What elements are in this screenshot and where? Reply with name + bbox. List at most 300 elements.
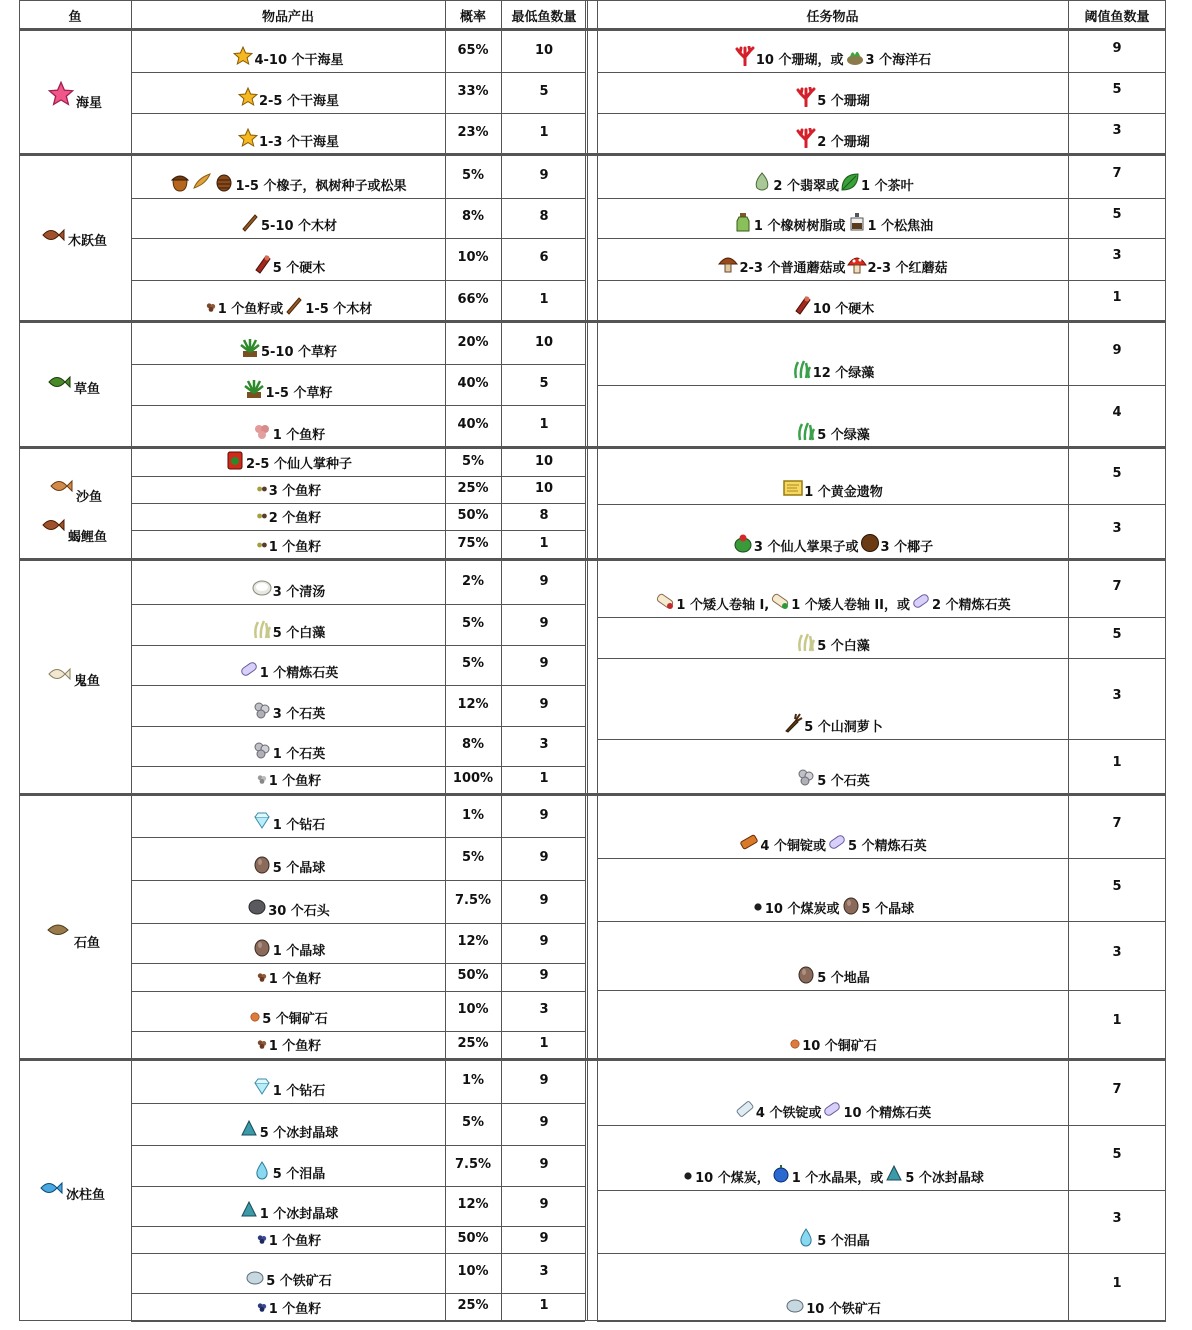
quest-text: 3 个椰子 [880, 540, 934, 555]
chance-value: 8% [461, 209, 485, 224]
output-cell [131, 604, 445, 641]
hardwood-icon [252, 254, 272, 274]
chance-value: 75% [457, 535, 489, 551]
output-text: 5 个晶球 [272, 861, 326, 876]
quartz-icon [252, 740, 272, 760]
chance-value: 5% [461, 1115, 485, 1130]
output-cell [131, 405, 445, 443]
threshold-value: 5 [1112, 465, 1122, 481]
chance-value: 25% [457, 1298, 489, 1313]
output-cell [131, 280, 445, 317]
h-line [597, 793, 1166, 794]
quest-text: 3 个海洋石 [865, 53, 932, 68]
header-output: 物品产出 [261, 10, 314, 25]
quest-text: 5 个冰封晶球 [905, 1171, 984, 1186]
chance-value: 10% [457, 1264, 489, 1279]
min-fish-value: 10 [534, 42, 554, 58]
roe-icon [256, 1233, 268, 1245]
green-algae-icon [792, 359, 812, 379]
output-text: 5-10 个草籽 [260, 345, 338, 360]
threshold-value: 3 [1112, 687, 1122, 703]
min-fish-value: 3 [539, 1264, 549, 1279]
v-line [587, 0, 588, 1321]
iron-ore-icon [245, 1267, 265, 1287]
min-fish-value: 9 [539, 1156, 549, 1172]
quest-text: 2 个精炼石英 [932, 598, 1011, 613]
quest-cell [597, 323, 1068, 381]
frozen-geode-icon [239, 1200, 259, 1220]
output-text: 1 个鱼籽 [268, 774, 322, 789]
min-fish-value: 1 [539, 291, 549, 307]
output-cell [131, 562, 445, 600]
output-cell [131, 530, 445, 555]
fish-name: 鬼鱼 [74, 674, 101, 689]
fish-woodskip [39, 222, 107, 250]
cactus-fruit-icon [733, 533, 753, 553]
min-fish-value: 9 [539, 574, 549, 589]
output-text: 3 个石英 [272, 707, 326, 722]
h-line [597, 1058, 1166, 1059]
min-fish-value: 8 [539, 507, 549, 523]
chance-value: 10% [457, 1002, 489, 1017]
output-cell [131, 1103, 445, 1141]
chance-value: 50% [457, 968, 489, 983]
green-algae-icon [796, 421, 816, 441]
threshold-value: 7 [1112, 166, 1122, 181]
output-text: 5 个硬木 [272, 261, 326, 276]
h-line [131, 559, 585, 560]
quest-cell [597, 31, 1068, 68]
roe-icon [256, 483, 268, 495]
output-text: 5 个冰封晶球 [259, 1126, 339, 1141]
threshold-value: 5 [1112, 878, 1122, 894]
output-text: 1 个精炼石英 [259, 666, 339, 681]
quest-text: 5 个石英 [817, 774, 870, 789]
output-cell [131, 31, 445, 68]
quest-text: 10 个煤炭， [695, 1171, 770, 1186]
output-text: 1-5 个橡子，枫树种子或松果 [235, 179, 407, 194]
chance-value: 5% [461, 656, 485, 671]
min-fish-value: 1 [539, 1035, 549, 1051]
output-text: 1 个钻石 [272, 1084, 326, 1099]
fish-name: 蝎鲤鱼 [68, 530, 108, 545]
refined-quartz-icon [911, 591, 931, 611]
output-text: 5 个白藻 [272, 626, 326, 641]
output-cell [131, 645, 445, 681]
quest-text: 5 个精炼石英 [848, 839, 927, 854]
quest-text: 5 个泪晶 [817, 1234, 870, 1249]
roe-icon [256, 510, 268, 522]
roe-icon [205, 301, 217, 313]
min-fish-value: 5 [539, 375, 549, 391]
output-text: 1 个石英 [272, 747, 326, 762]
min-fish-value: 9 [539, 849, 549, 865]
star-icon [238, 87, 258, 107]
chance-value: 2% [461, 574, 485, 589]
chance-value: 5% [461, 849, 485, 865]
quest-cell [597, 280, 1068, 317]
min-fish-value: 10 [534, 334, 554, 350]
grassfish-icon [46, 369, 72, 395]
iron-bar-icon [735, 1099, 755, 1119]
fish-ice-pip [37, 1175, 105, 1203]
quest-cell [597, 1125, 1068, 1186]
sea-stone-icon [845, 46, 865, 66]
quest-cell [597, 921, 1068, 986]
output-cell [131, 1031, 445, 1054]
chance-value: 20% [457, 334, 489, 350]
threshold-value: 5 [1112, 626, 1122, 642]
quest-text: 5 个地晶 [817, 971, 870, 986]
acorn-icon [170, 172, 190, 192]
quest-text: 10 个煤炭或 [764, 902, 840, 917]
quest-cell [597, 990, 1068, 1054]
output-cell [131, 1253, 445, 1289]
roe-icon [256, 773, 268, 785]
frozen-geode-icon [239, 1119, 259, 1139]
sandfish-icon [48, 473, 74, 499]
fish-name: 草鱼 [74, 382, 101, 397]
quest-text: 1 个茶叶 [861, 179, 914, 194]
min-fish-value: 5 [539, 83, 549, 99]
output-cell [131, 449, 445, 472]
roe-icon [252, 421, 272, 441]
min-fish-value: 1 [539, 124, 549, 140]
fish-grassfish [45, 368, 100, 397]
output-text: 3 个清汤 [272, 585, 326, 600]
output-text: 1 个鱼籽或 [217, 302, 284, 317]
output-text: 30 个石头 [268, 904, 330, 919]
quest-cell [597, 385, 1068, 443]
min-fish-value: 9 [539, 168, 549, 183]
min-fish-value: 3 [539, 1002, 549, 1017]
min-fish-value: 3 [539, 737, 549, 752]
threshold-value: 3 [1112, 1210, 1122, 1226]
threshold-value: 1 [1112, 289, 1122, 305]
threshold-value: 5 [1112, 1146, 1122, 1162]
quest-cell [597, 796, 1068, 854]
fish-stonefish [45, 910, 100, 951]
h-line [597, 154, 1166, 155]
geode-icon [252, 937, 272, 957]
output-cell [131, 323, 445, 360]
quest-cell [597, 1253, 1068, 1317]
quest-cell [597, 1061, 1068, 1121]
fish-scorpion-carp [39, 506, 107, 545]
output-text: 2 个鱼籽 [268, 511, 322, 526]
fish-name: 沙鱼 [76, 490, 103, 505]
wood-icon [284, 295, 304, 315]
h-line [131, 1321, 585, 1322]
threshold-value: 3 [1112, 520, 1122, 536]
geode-icon [252, 854, 272, 874]
scorpion-carp-icon [40, 512, 66, 538]
quest-text: 10 个珊瑚，或 [755, 53, 844, 68]
quest-text: 4 个铜锭或 [760, 839, 826, 854]
output-cell [131, 113, 445, 150]
woodskip-icon [40, 222, 66, 248]
output-cell [131, 503, 445, 526]
min-fish-value: 9 [539, 1115, 549, 1130]
h-line [597, 321, 1166, 322]
quest-text: 1 个黄金遗物 [804, 485, 883, 500]
threshold-value: 3 [1112, 248, 1122, 263]
quest-cell [597, 156, 1068, 194]
output-cell [131, 923, 445, 959]
output-text: 2-5 个仙人掌种子 [245, 457, 352, 472]
diamond-icon [252, 811, 272, 831]
quest-text: 10 个精炼石英 [843, 1106, 932, 1121]
threshold-value: 7 [1112, 816, 1122, 831]
roe-icon [256, 539, 268, 551]
h-line [597, 447, 1166, 448]
frozen-tear-icon [252, 1160, 272, 1180]
quest-text: 4 个铁锭或 [755, 1106, 822, 1121]
fish-name: 冰柱鱼 [66, 1187, 106, 1203]
output-text: 1 个冰封晶球 [259, 1207, 339, 1222]
output-cell [131, 963, 445, 987]
min-fish-value: 9 [539, 615, 549, 631]
header-fish: 鱼 [68, 10, 82, 25]
chance-value: 33% [457, 83, 489, 99]
quest-text: 1 个橡树树脂或 [753, 219, 846, 234]
oak-resin-icon [733, 212, 753, 232]
output-cell [131, 766, 445, 789]
quartz-icon [796, 767, 816, 787]
coconut-icon [860, 533, 880, 553]
quest-text: 2-3 个红蘑菇 [867, 261, 948, 276]
output-text: 1 个鱼籽 [268, 1234, 322, 1249]
crystal-fruit-icon [771, 1164, 791, 1184]
white-algae-icon [796, 632, 816, 652]
min-fish-value: 1 [539, 1298, 549, 1313]
chance-value: 12% [457, 696, 489, 712]
coral-icon [796, 128, 816, 148]
quest-text: 5 个白藻 [817, 639, 870, 654]
chance-value: 12% [457, 934, 489, 949]
quest-text: 12 个绿藻 [812, 366, 875, 381]
output-text: 2-5 个干海星 [258, 94, 339, 109]
threshold-value: 5 [1112, 81, 1122, 97]
output-cell [131, 1293, 445, 1317]
quest-cell [597, 658, 1068, 735]
diamond-icon [252, 1077, 272, 1097]
geode-icon [841, 895, 861, 915]
output-text: 1-5 个木材 [305, 302, 373, 317]
quest-text: 5 个珊瑚 [817, 94, 870, 109]
chance-value: 100% [452, 770, 494, 786]
dwarf-scroll-icon [770, 591, 790, 611]
fish-ghostfish [45, 660, 100, 689]
fish-pond-table [19, 0, 1166, 1321]
copper-bar-icon [739, 832, 759, 852]
chance-value: 12% [457, 1197, 489, 1212]
wood-icon [240, 212, 260, 232]
coral-icon [735, 46, 755, 66]
starfish-fish-icon [48, 81, 74, 107]
output-cell [131, 364, 445, 401]
chance-value: 66% [457, 291, 489, 307]
quest-text: 10 个硬木 [812, 302, 875, 317]
output-text: 5 个铁矿石 [266, 1274, 332, 1289]
threshold-value: 5 [1112, 207, 1122, 222]
pine-cone-icon [214, 172, 234, 192]
output-cell [131, 156, 445, 194]
geode-icon [796, 964, 816, 984]
chance-value: 23% [457, 124, 489, 140]
chance-value: 5% [461, 168, 485, 183]
output-text: 4-10 个干海星 [254, 53, 344, 68]
threshold-value: 7 [1112, 1082, 1122, 1097]
chance-value: 5% [461, 453, 485, 469]
threshold-value: 1 [1112, 1013, 1122, 1028]
quest-text: 5 个绿藻 [817, 428, 870, 443]
threshold-value: 9 [1112, 343, 1122, 358]
copper-ore-icon [789, 1038, 801, 1050]
coal-icon [682, 1170, 694, 1182]
chance-value: 5% [461, 615, 485, 631]
output-text: 1 个鱼籽 [272, 428, 326, 443]
quest-text: 10 个铁矿石 [806, 1302, 881, 1317]
output-text: 5 个铜矿石 [262, 1012, 328, 1027]
quest-text: 5 个山洞萝卜 [804, 720, 883, 735]
ice-pip-icon [38, 1175, 64, 1201]
star-icon [238, 128, 258, 148]
output-cell [131, 796, 445, 833]
v-line [19, 0, 20, 1321]
output-text: 1 个鱼籽 [268, 540, 322, 555]
hardwood-icon [792, 295, 812, 315]
roe-icon [256, 1038, 268, 1050]
output-text: 1 个晶球 [272, 944, 326, 959]
quest-cell [597, 449, 1068, 500]
header-min-fish: 最低鱼数量 [511, 10, 577, 25]
red-mushroom-icon [847, 254, 867, 274]
h-line [131, 154, 585, 155]
h-line [597, 1321, 1166, 1322]
output-text: 3 个鱼籽 [268, 484, 322, 499]
min-fish-value: 9 [539, 807, 549, 823]
output-cell [131, 198, 445, 234]
threshold-value: 4 [1112, 405, 1122, 420]
quest-cell [597, 198, 1068, 234]
refined-quartz-icon [822, 1099, 842, 1119]
chance-value: 65% [457, 42, 489, 58]
stone-icon [247, 897, 267, 917]
golden-relic-icon [783, 478, 803, 498]
output-cell [131, 880, 445, 919]
threshold-value: 3 [1112, 944, 1122, 960]
maple-seed-icon [192, 172, 212, 192]
output-cell [131, 837, 445, 876]
copper-ore-icon [249, 1011, 261, 1023]
chance-value: 25% [457, 480, 489, 496]
output-cell [131, 72, 445, 109]
output-cell [131, 1145, 445, 1182]
output-text: 5-10 个木材 [260, 219, 338, 234]
coral-icon [796, 87, 816, 107]
min-fish-value: 8 [539, 209, 549, 224]
roe-icon [256, 971, 268, 983]
threshold-value: 1 [1112, 1276, 1122, 1291]
white-algae-icon [252, 619, 272, 639]
quest-cell [597, 562, 1068, 613]
cave-carrot-icon [783, 713, 803, 733]
output-cell [131, 238, 445, 276]
h-line [597, 559, 1166, 560]
quest-cell [597, 858, 1068, 917]
fish-starfish [47, 78, 102, 111]
refined-quartz-icon [827, 832, 847, 852]
header-quest: 任务物品 [806, 10, 859, 25]
min-fish-value: 1 [539, 417, 549, 432]
fish-sandfish [47, 468, 102, 505]
quest-text: 1 个松焦油 [867, 219, 934, 234]
h-line [131, 1058, 585, 1059]
quest-text: 1 个矮人卷轴 I, [676, 598, 770, 613]
min-fish-value: 9 [539, 1073, 549, 1088]
min-fish-value: 1 [539, 770, 549, 786]
quest-text: 2 个珊瑚 [817, 135, 870, 150]
fish-name: 石鱼 [74, 936, 101, 951]
output-cell [131, 991, 445, 1027]
min-fish-value: 9 [539, 1230, 549, 1246]
chance-value: 40% [457, 417, 489, 432]
grass-starter-icon [244, 379, 264, 399]
threshold-value: 9 [1112, 40, 1122, 56]
h-line [131, 321, 585, 322]
quest-text: 1 个水晶果，或 [791, 1171, 884, 1186]
min-fish-value: 1 [539, 535, 549, 551]
output-cell [131, 726, 445, 762]
tea-leaf-icon [840, 172, 860, 192]
output-text: 1 个鱼籽 [268, 1302, 322, 1317]
min-fish-value: 9 [539, 892, 549, 908]
dwarf-scroll-icon [655, 591, 675, 611]
output-cell [131, 476, 445, 499]
threshold-value: 7 [1112, 578, 1122, 594]
grass-starter-icon [240, 338, 260, 358]
output-text: 1-3 个干海星 [258, 135, 339, 150]
quest-cell [597, 238, 1068, 276]
threshold-value: 3 [1112, 122, 1122, 138]
chance-value: 8% [461, 737, 485, 752]
mushroom-icon [718, 254, 738, 274]
output-text: 1 个钻石 [272, 818, 326, 833]
refined-quartz-icon [239, 659, 259, 679]
quest-cell [597, 113, 1068, 150]
min-fish-value: 6 [539, 250, 549, 265]
chance-value: 40% [457, 375, 489, 391]
coal-icon [752, 901, 764, 913]
quest-cell [597, 1190, 1068, 1249]
output-cell [131, 1226, 445, 1249]
min-fish-value: 9 [539, 656, 549, 671]
chance-value: 1% [461, 807, 485, 823]
quest-text: 2-3 个普通蘑菇或 [739, 261, 846, 276]
chance-value: 25% [457, 1035, 489, 1051]
soup-icon [252, 578, 272, 598]
frozen-tear-icon [796, 1227, 816, 1247]
output-cell [131, 1061, 445, 1099]
min-fish-value: 9 [539, 968, 549, 983]
chance-value: 1% [461, 1073, 485, 1088]
quest-cell [597, 504, 1068, 555]
frozen-geode-icon [884, 1164, 904, 1184]
quest-cell [597, 739, 1068, 789]
output-cell [131, 685, 445, 722]
output-text: 1 个鱼籽 [268, 1039, 322, 1054]
